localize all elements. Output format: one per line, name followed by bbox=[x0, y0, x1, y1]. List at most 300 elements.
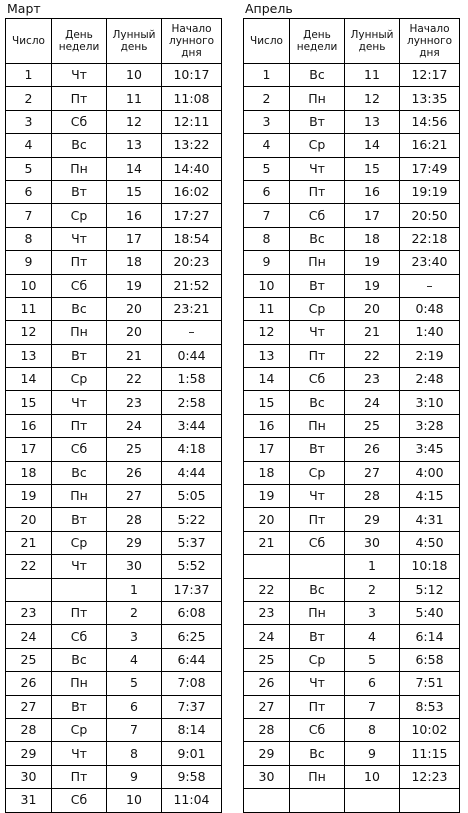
table-row bbox=[6, 344, 222, 367]
cell-weekday bbox=[52, 578, 107, 601]
cell-day: 27 bbox=[244, 695, 290, 718]
cell-start: 5:40 bbox=[400, 601, 460, 624]
cell-lunar-day: 7 bbox=[345, 695, 400, 718]
table-row bbox=[244, 110, 460, 133]
table-row bbox=[244, 601, 460, 624]
cell-start: 2:48 bbox=[400, 368, 460, 391]
cell-lunar-day: 24 bbox=[107, 414, 162, 437]
cell-weekday: Вс bbox=[290, 742, 345, 765]
table-row bbox=[6, 157, 222, 180]
cell-weekday: Ср bbox=[52, 718, 107, 741]
table-row bbox=[244, 531, 460, 554]
cell-weekday: Пт bbox=[52, 251, 107, 274]
table-row bbox=[244, 87, 460, 110]
cell-lunar-day: 22 bbox=[345, 344, 400, 367]
cell-day: 5 bbox=[6, 157, 52, 180]
cell-lunar-day: 2 bbox=[345, 578, 400, 601]
header-start: Начало лунного дня bbox=[400, 19, 460, 64]
cell-start: 13:22 bbox=[162, 134, 222, 157]
cell-weekday: Сб bbox=[52, 438, 107, 461]
cell-lunar-day: 11 bbox=[345, 64, 400, 87]
table-row bbox=[244, 695, 460, 718]
cell-start: 16:02 bbox=[162, 180, 222, 203]
cell-start: 4:00 bbox=[400, 461, 460, 484]
table-row bbox=[6, 765, 222, 788]
cell-start: 12:23 bbox=[400, 765, 460, 788]
cell-start: 3:45 bbox=[400, 438, 460, 461]
cell-lunar-day: 10 bbox=[345, 765, 400, 788]
cell-lunar-day: 13 bbox=[345, 110, 400, 133]
cell-weekday: Пт bbox=[52, 765, 107, 788]
cell-weekday: Чт bbox=[52, 391, 107, 414]
cell-lunar-day: 3 bbox=[107, 625, 162, 648]
cell-lunar-day: 20 bbox=[345, 297, 400, 320]
cell-start: 4:31 bbox=[400, 508, 460, 531]
cell-lunar-day: 1 bbox=[107, 578, 162, 601]
cell-lunar-day: 30 bbox=[345, 531, 400, 554]
cell-start: 10:17 bbox=[162, 64, 222, 87]
cell-start: 17:27 bbox=[162, 204, 222, 227]
cell-lunar-day: 10 bbox=[107, 64, 162, 87]
cell-start: 1:58 bbox=[162, 368, 222, 391]
table-row bbox=[244, 625, 460, 648]
cell-day: 7 bbox=[244, 204, 290, 227]
cell-weekday: Сб bbox=[52, 110, 107, 133]
cell-start: 13:35 bbox=[400, 87, 460, 110]
table-row bbox=[6, 695, 222, 718]
cell-weekday: Ср bbox=[290, 461, 345, 484]
cell-lunar-day: 3 bbox=[345, 601, 400, 624]
cell-day: 12 bbox=[244, 321, 290, 344]
cell-start: 5:37 bbox=[162, 531, 222, 554]
cell-weekday: Чт bbox=[290, 157, 345, 180]
cell-day: 16 bbox=[6, 414, 52, 437]
cell-start: – bbox=[400, 274, 460, 297]
table-row bbox=[6, 274, 222, 297]
cell-start: 5:12 bbox=[400, 578, 460, 601]
month-title-march: Март bbox=[7, 1, 41, 16]
cell-day: 3 bbox=[244, 110, 290, 133]
month-title-april: Апрель bbox=[245, 1, 293, 16]
table-row bbox=[6, 297, 222, 320]
cell-weekday: Ср bbox=[290, 648, 345, 671]
cell-day: 11 bbox=[6, 297, 52, 320]
cell-day: 20 bbox=[6, 508, 52, 531]
cell-weekday: Пн bbox=[52, 157, 107, 180]
table-row bbox=[244, 368, 460, 391]
table-row bbox=[244, 134, 460, 157]
table-row bbox=[6, 508, 222, 531]
cell-lunar-day: 20 bbox=[107, 297, 162, 320]
march-section bbox=[5, 0, 222, 813]
cell-lunar-day: 25 bbox=[107, 438, 162, 461]
cell-day: 21 bbox=[244, 531, 290, 554]
cell-weekday: Ср bbox=[52, 204, 107, 227]
cell-day: 30 bbox=[244, 765, 290, 788]
cell-lunar-day: 4 bbox=[107, 648, 162, 671]
cell-lunar-day: 15 bbox=[345, 157, 400, 180]
cell-day: 28 bbox=[244, 718, 290, 741]
cell-day bbox=[6, 578, 52, 601]
cell-day: 9 bbox=[6, 251, 52, 274]
table-row bbox=[6, 718, 222, 741]
cell-start: 20:23 bbox=[162, 251, 222, 274]
cell-weekday: Вт bbox=[290, 274, 345, 297]
table-row bbox=[6, 438, 222, 461]
cell-day: 15 bbox=[244, 391, 290, 414]
cell-day: 2 bbox=[244, 87, 290, 110]
table-row bbox=[6, 321, 222, 344]
cell-day: 19 bbox=[6, 485, 52, 508]
table-row bbox=[244, 297, 460, 320]
table-row bbox=[244, 672, 460, 695]
cell-day: 25 bbox=[244, 648, 290, 671]
table-row bbox=[244, 648, 460, 671]
cell-lunar-day bbox=[345, 789, 400, 812]
cell-lunar-day: 25 bbox=[345, 414, 400, 437]
table-row bbox=[244, 461, 460, 484]
cell-lunar-day: 19 bbox=[345, 274, 400, 297]
cell-lunar-day: 29 bbox=[107, 531, 162, 554]
cell-start: 0:48 bbox=[400, 297, 460, 320]
cell-start: 12:11 bbox=[162, 110, 222, 133]
table-row bbox=[6, 110, 222, 133]
cell-weekday: Сб bbox=[290, 531, 345, 554]
cell-start: 6:08 bbox=[162, 601, 222, 624]
cell-lunar-day: 24 bbox=[345, 391, 400, 414]
cell-lunar-day: 28 bbox=[345, 485, 400, 508]
cell-weekday: Ср bbox=[52, 368, 107, 391]
cell-day: 9 bbox=[244, 251, 290, 274]
cell-lunar-day: 18 bbox=[107, 251, 162, 274]
cell-weekday: Ср bbox=[290, 134, 345, 157]
table-header-row bbox=[6, 19, 222, 64]
table-row bbox=[6, 227, 222, 250]
cell-lunar-day: 19 bbox=[345, 251, 400, 274]
cell-start: 11:04 bbox=[162, 789, 222, 812]
cell-weekday: Сб bbox=[290, 718, 345, 741]
cell-lunar-day: 5 bbox=[107, 672, 162, 695]
cell-day: 21 bbox=[6, 531, 52, 554]
cell-weekday: Вс bbox=[52, 134, 107, 157]
cell-start: 4:44 bbox=[162, 461, 222, 484]
cell-weekday: Чт bbox=[52, 742, 107, 765]
cell-lunar-day: 9 bbox=[345, 742, 400, 765]
table-row bbox=[244, 742, 460, 765]
table-row bbox=[6, 531, 222, 554]
cell-weekday: Пн bbox=[52, 485, 107, 508]
cell-weekday: Сб bbox=[290, 204, 345, 227]
cell-start: 2:19 bbox=[400, 344, 460, 367]
table-row bbox=[6, 672, 222, 695]
cell-start: 9:58 bbox=[162, 765, 222, 788]
table-row bbox=[6, 414, 222, 437]
cell-day: 4 bbox=[6, 134, 52, 157]
cell-start: 20:50 bbox=[400, 204, 460, 227]
cell-weekday: Сб bbox=[52, 274, 107, 297]
cell-weekday: Пн bbox=[290, 414, 345, 437]
cell-start: 5:52 bbox=[162, 555, 222, 578]
cell-weekday: Пн bbox=[290, 601, 345, 624]
table-row bbox=[244, 251, 460, 274]
cell-start: 14:40 bbox=[162, 157, 222, 180]
cell-day: 13 bbox=[6, 344, 52, 367]
table-row bbox=[6, 578, 222, 601]
cell-weekday: Пт bbox=[52, 601, 107, 624]
cell-day: 8 bbox=[244, 227, 290, 250]
table-row bbox=[244, 204, 460, 227]
cell-start: 4:18 bbox=[162, 438, 222, 461]
cell-weekday: Пт bbox=[52, 414, 107, 437]
table-row bbox=[244, 718, 460, 741]
header-weekday: День недели bbox=[290, 19, 345, 64]
cell-start: 18:54 bbox=[162, 227, 222, 250]
header-lunar-day: Лунный день bbox=[107, 19, 162, 64]
table-row bbox=[244, 789, 460, 812]
cell-weekday: Ср bbox=[290, 297, 345, 320]
header-lunar-day: Лунный день bbox=[345, 19, 400, 64]
cell-weekday: Чт bbox=[52, 64, 107, 87]
cell-start: 4:50 bbox=[400, 531, 460, 554]
cell-weekday: Вт bbox=[52, 344, 107, 367]
cell-lunar-day: 7 bbox=[107, 718, 162, 741]
cell-lunar-day: 19 bbox=[107, 274, 162, 297]
cell-day: 26 bbox=[6, 672, 52, 695]
cell-day: 17 bbox=[6, 438, 52, 461]
table-row bbox=[6, 87, 222, 110]
cell-day: 12 bbox=[6, 321, 52, 344]
cell-weekday: Пт bbox=[290, 695, 345, 718]
table-row bbox=[244, 391, 460, 414]
april-section bbox=[243, 0, 460, 813]
cell-start: 6:25 bbox=[162, 625, 222, 648]
cell-day: 14 bbox=[244, 368, 290, 391]
cell-day: 23 bbox=[244, 601, 290, 624]
table-header-row bbox=[244, 19, 460, 64]
cell-weekday: Вт bbox=[52, 508, 107, 531]
cell-day bbox=[244, 789, 290, 812]
table-row bbox=[6, 251, 222, 274]
cell-weekday: Вт bbox=[52, 695, 107, 718]
cell-day: 30 bbox=[6, 765, 52, 788]
cell-weekday: Вс bbox=[52, 297, 107, 320]
cell-lunar-day: 6 bbox=[345, 672, 400, 695]
cell-weekday bbox=[290, 555, 345, 578]
table-row bbox=[6, 180, 222, 203]
cell-weekday: Пт bbox=[52, 87, 107, 110]
cell-weekday: Вт bbox=[290, 625, 345, 648]
cell-start: 19:19 bbox=[400, 180, 460, 203]
cell-start: 16:21 bbox=[400, 134, 460, 157]
table-row bbox=[244, 344, 460, 367]
table-row bbox=[244, 578, 460, 601]
header-day: Число bbox=[6, 19, 52, 64]
table-row bbox=[244, 321, 460, 344]
cell-start: 3:28 bbox=[400, 414, 460, 437]
cell-lunar-day: 20 bbox=[107, 321, 162, 344]
cell-day: 27 bbox=[6, 695, 52, 718]
cell-weekday: Вт bbox=[290, 438, 345, 461]
cell-lunar-day: 22 bbox=[107, 368, 162, 391]
table-row bbox=[6, 625, 222, 648]
cell-weekday: Чт bbox=[52, 555, 107, 578]
cell-lunar-day: 29 bbox=[345, 508, 400, 531]
cell-start: 3:44 bbox=[162, 414, 222, 437]
cell-weekday: Чт bbox=[290, 672, 345, 695]
cell-start: 6:58 bbox=[400, 648, 460, 671]
table-row bbox=[6, 485, 222, 508]
cell-day: 25 bbox=[6, 648, 52, 671]
cell-lunar-day: 27 bbox=[107, 485, 162, 508]
cell-start: 11:08 bbox=[162, 87, 222, 110]
table-row bbox=[6, 648, 222, 671]
table-row bbox=[6, 368, 222, 391]
cell-weekday: Пн bbox=[52, 321, 107, 344]
cell-weekday: Чт bbox=[52, 227, 107, 250]
cell-lunar-day: 6 bbox=[107, 695, 162, 718]
cell-start: 6:14 bbox=[400, 625, 460, 648]
cell-start: 22:18 bbox=[400, 227, 460, 250]
cell-lunar-day: 4 bbox=[345, 625, 400, 648]
cell-day: 23 bbox=[6, 601, 52, 624]
cell-day: 11 bbox=[244, 297, 290, 320]
table-row bbox=[6, 555, 222, 578]
cell-lunar-day: 21 bbox=[345, 321, 400, 344]
table-row bbox=[244, 180, 460, 203]
cell-lunar-day: 26 bbox=[107, 461, 162, 484]
cell-weekday: Сб bbox=[290, 368, 345, 391]
cell-day: 24 bbox=[244, 625, 290, 648]
table-row bbox=[244, 765, 460, 788]
cell-lunar-day: 16 bbox=[107, 204, 162, 227]
cell-weekday: Пн bbox=[290, 87, 345, 110]
cell-weekday: Пн bbox=[290, 251, 345, 274]
cell-day: 28 bbox=[6, 718, 52, 741]
cell-weekday: Вс bbox=[52, 461, 107, 484]
table-row bbox=[6, 204, 222, 227]
cell-lunar-day: 23 bbox=[107, 391, 162, 414]
cell-lunar-day: 14 bbox=[345, 134, 400, 157]
cell-lunar-day: 5 bbox=[345, 648, 400, 671]
cell-start: 14:56 bbox=[400, 110, 460, 133]
cell-lunar-day: 27 bbox=[345, 461, 400, 484]
cell-lunar-day: 28 bbox=[107, 508, 162, 531]
cell-weekday: Сб bbox=[52, 789, 107, 812]
cell-day: 6 bbox=[244, 180, 290, 203]
cell-start: 5:05 bbox=[162, 485, 222, 508]
cell-lunar-day: 13 bbox=[107, 134, 162, 157]
cell-start: 11:15 bbox=[400, 742, 460, 765]
cell-start: 10:02 bbox=[400, 718, 460, 741]
cell-day: 5 bbox=[244, 157, 290, 180]
cell-weekday: Пн bbox=[290, 765, 345, 788]
table-row bbox=[244, 555, 460, 578]
cell-lunar-day: 11 bbox=[107, 87, 162, 110]
cell-start: 6:44 bbox=[162, 648, 222, 671]
cell-start: 23:21 bbox=[162, 297, 222, 320]
cell-day: 29 bbox=[244, 742, 290, 765]
cell-lunar-day: 16 bbox=[345, 180, 400, 203]
cell-start: 17:49 bbox=[400, 157, 460, 180]
cell-lunar-day: 30 bbox=[107, 555, 162, 578]
cell-weekday: Ср bbox=[52, 531, 107, 554]
cell-start: 1:40 bbox=[400, 321, 460, 344]
cell-start: 2:58 bbox=[162, 391, 222, 414]
cell-lunar-day: 9 bbox=[107, 765, 162, 788]
table-row bbox=[6, 461, 222, 484]
cell-weekday: Вт bbox=[52, 180, 107, 203]
cell-weekday: Чт bbox=[290, 321, 345, 344]
cell-start: 7:51 bbox=[400, 672, 460, 695]
cell-lunar-day: 26 bbox=[345, 438, 400, 461]
header-day: Число bbox=[244, 19, 290, 64]
march-table bbox=[5, 18, 222, 813]
cell-day: 2 bbox=[6, 87, 52, 110]
cell-lunar-day: 17 bbox=[345, 204, 400, 227]
table-row bbox=[6, 64, 222, 87]
cell-lunar-day: 23 bbox=[345, 368, 400, 391]
cell-day: 18 bbox=[244, 461, 290, 484]
cell-start: 3:10 bbox=[400, 391, 460, 414]
cell-day: 29 bbox=[6, 742, 52, 765]
cell-day: 3 bbox=[6, 110, 52, 133]
cell-day: 10 bbox=[244, 274, 290, 297]
table-row bbox=[244, 438, 460, 461]
april-table bbox=[243, 18, 460, 813]
cell-start: – bbox=[162, 321, 222, 344]
cell-day: 22 bbox=[244, 578, 290, 601]
table-row bbox=[6, 601, 222, 624]
cell-start: 7:08 bbox=[162, 672, 222, 695]
cell-day: 1 bbox=[244, 64, 290, 87]
table-row bbox=[6, 391, 222, 414]
cell-weekday: Пт bbox=[290, 508, 345, 531]
cell-day: 13 bbox=[244, 344, 290, 367]
cell-weekday: Пт bbox=[290, 344, 345, 367]
cell-weekday: Пн bbox=[52, 672, 107, 695]
cell-start: 17:37 bbox=[162, 578, 222, 601]
cell-start: 4:15 bbox=[400, 485, 460, 508]
cell-day: 14 bbox=[6, 368, 52, 391]
cell-start: 8:14 bbox=[162, 718, 222, 741]
cell-day: 26 bbox=[244, 672, 290, 695]
cell-day bbox=[244, 555, 290, 578]
cell-start: 23:40 bbox=[400, 251, 460, 274]
cell-day: 31 bbox=[6, 789, 52, 812]
cell-lunar-day: 21 bbox=[107, 344, 162, 367]
cell-lunar-day: 17 bbox=[107, 227, 162, 250]
cell-weekday: Сб bbox=[52, 625, 107, 648]
cell-lunar-day: 2 bbox=[107, 601, 162, 624]
cell-lunar-day: 8 bbox=[345, 718, 400, 741]
table-row bbox=[244, 227, 460, 250]
cell-day: 20 bbox=[244, 508, 290, 531]
cell-lunar-day: 14 bbox=[107, 157, 162, 180]
cell-lunar-day: 18 bbox=[345, 227, 400, 250]
table-row bbox=[244, 274, 460, 297]
cell-day: 24 bbox=[6, 625, 52, 648]
header-start: Начало лунного дня bbox=[162, 19, 222, 64]
cell-lunar-day: 15 bbox=[107, 180, 162, 203]
cell-weekday bbox=[290, 789, 345, 812]
cell-day: 4 bbox=[244, 134, 290, 157]
table-row bbox=[6, 742, 222, 765]
cell-weekday: Вс bbox=[290, 64, 345, 87]
cell-day: 16 bbox=[244, 414, 290, 437]
cell-weekday: Чт bbox=[290, 485, 345, 508]
cell-weekday: Пт bbox=[290, 180, 345, 203]
cell-start: 12:17 bbox=[400, 64, 460, 87]
